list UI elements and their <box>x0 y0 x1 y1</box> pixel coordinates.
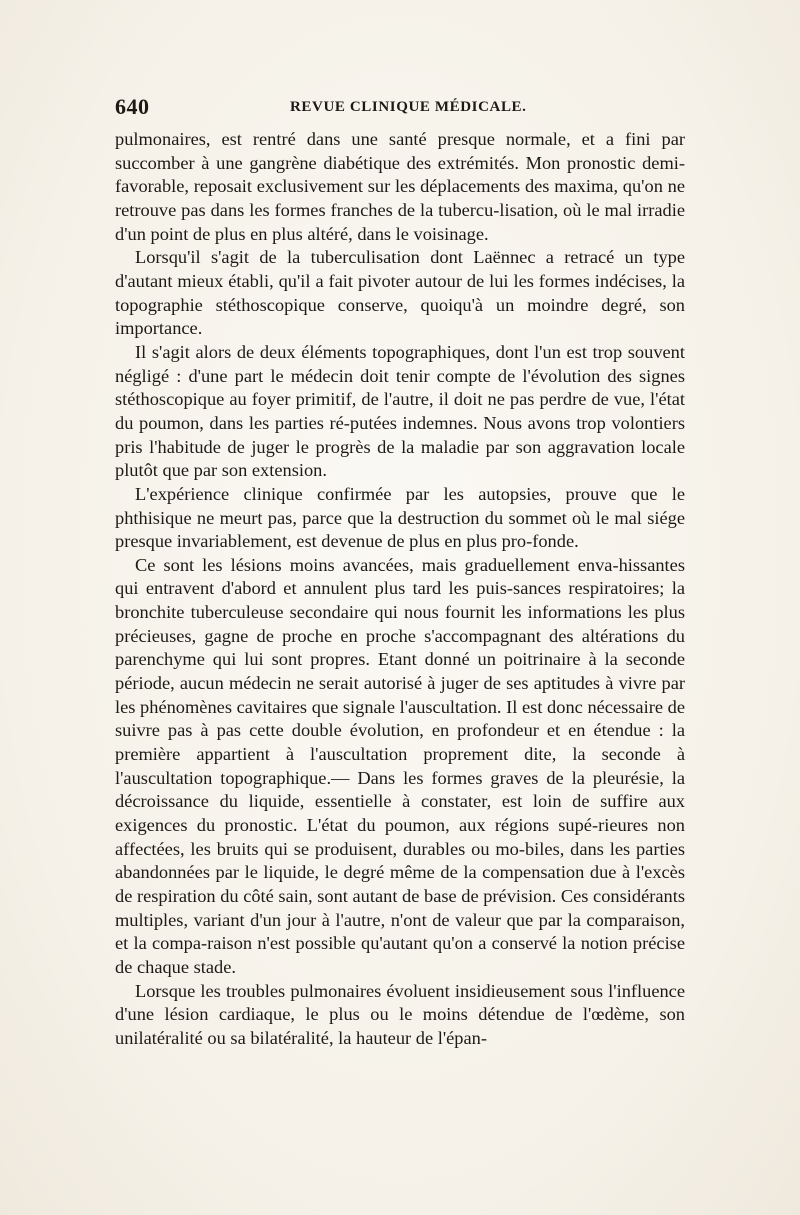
paragraph: Ce sont les lésions moins avancées, mais graduellement enva-hissantes qui entravent d'abord et annulent plus tard les puis-sances respiratoires; la bronchite tuberculeuse secondaire qui nous fournit les informations les plus précieuses, gagne de proche en proche s'accompagnant des altérations du parenchyme qui lui sont propres. Etant donné un poitrinaire à la seconde période, aucun médecin ne serait autorisé à juger de ses aptitudes à vivre par les phénomènes cavitaires que signale l'auscultation. Il est donc nécessaire de suivre pas à pas cette double évolution, en profondeur et en étendue : la première appartient à l'auscultation proprement dite, la seconde à l'auscultation topographique.— Dans les formes graves de la pleurésie, la décroissance du liquide, essentielle à constater, est loin de suffire aux exigences du pronostic. L'état du poumon, aux régions supé-rieures non affectées, les bruits qui se produisent, durables ou mo-biles, dans les parties abandonnées par le liquide, le degré même de la compensation due à l'excès de respiration du côté sain, sont autant de base de prévision. Ces considérants multiples, variant d'un jour à l'autre, n'ont de valeur que par la comparaison, et la compa-raison n'est possible qu'autant qu'on a conservé la notion précise de chaque stade. <box>115 554 685 977</box>
paragraph: L'expérience clinique confirmée par les autopsies, prouve que le phthisique ne meurt pas, parce que la destruction du sommet où le mal siége presque invariablement, est devenue de plus en plus pro-fonde. <box>115 483 685 552</box>
paragraph: Lorsqu'il s'agit de la tuberculisation dont Laënnec a retracé un type d'autant mieux établi, qu'il a fait pivoter autour de lui les formes indécises, la topographie stéthoscopique conserve, quoiqu'à un moindre degré, son importance. <box>115 247 685 339</box>
running-title: REVUE CLINIQUE MÉDICALE. <box>290 99 527 115</box>
page-number: 640 <box>115 94 150 119</box>
page-header <box>115 94 685 124</box>
paragraph: pulmonaires, est rentré dans une santé presque normale, et a fini par succomber à une gangrène diabétique des extrémités. Mon pronostic demi-favorable, reposait exclusivement sur les déplacements des maxima, qu'on ne retrouve pas dans les formes franches de la tubercu-lisation, où le mal irradie d'un point de plus en plus altéré, dans le voisinage. <box>115 129 685 244</box>
body-text <box>115 128 685 1051</box>
paragraph: Il s'agit alors de deux éléments topographiques, dont l'un est trop souvent négligé : d'une part le médecin doit tenir compte de l'évolution des signes stéthoscopique au foyer primitif, de l'autre, il doit ne pas perdre de vue, l'état du poumon, dans les parties ré-putées indemnes. Nous avons trop volontiers pris l'habitude de juger le progrès de la maladie par son aggravation locale plutôt que par son extension. <box>115 341 685 481</box>
paragraph: Lorsque les troubles pulmonaires évoluent insidieusement sous l'influence d'une lésion cardiaque, le plus ou le moins détendue de l'œdème, son unilatéralité ou sa bilatéralité, la hauteur de l'épan- <box>115 980 685 1048</box>
